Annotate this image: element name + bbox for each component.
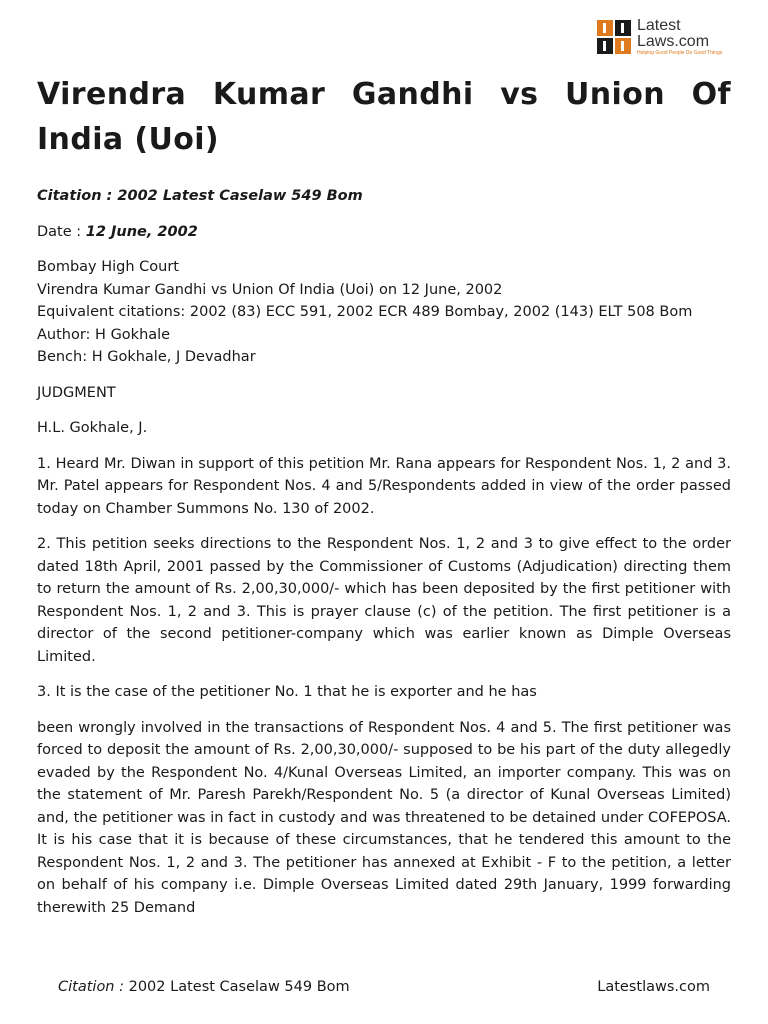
logo-tagline: Helping Good People Do Good Things: [637, 50, 723, 56]
paragraph-1: 1. Heard Mr. Diwan in support of this petition Mr. Rana appears for Respondent Nos. 1, 2 and 3. Mr. Patel appears for Respondent Nos. 4 and 5/Respondents added in view of the order passed today on Chamber Summons No. 130 of 2002.: [37, 455, 731, 517]
equivalent-citations: Equivalent citations: 2002 (83) ECC 591, 2002 ECR 489 Bombay, 2002 (143) ELT 508 Bom: [37, 304, 693, 320]
footer-citation-value: 2002 Latest Caselaw 549 Bom: [128, 979, 350, 995]
date-value: 12 June, 2002: [85, 223, 198, 240]
latestlaws-logo: [597, 18, 732, 58]
paragraph-3: 3. It is the case of the petitioner No. 1 that he is exporter and he has: [37, 684, 537, 700]
footer-site: Latestlaws.com: [597, 979, 710, 995]
bench-line: Bench: H Gokhale, J Devadhar: [37, 349, 256, 365]
logo-line2: Laws.com: [637, 33, 710, 50]
author-line: Author: H Gokhale: [37, 326, 171, 343]
logo-line1: Latest: [637, 17, 681, 34]
document-body: [37, 72, 731, 932]
date-line: [37, 221, 731, 244]
case-metadata: [37, 256, 731, 369]
paragraph-3-continued: been wrongly involved in the transactions of Respondent Nos. 4 and 5. The first petitioner was forced to deposit the amount of Rs. 2,00,30,000/- supposed to be his part of the duty allegedly evaded by the Respondent No. 4/Kunal Overseas Limited, an importer company. This was on the statement of Mr. Paresh Parekh/Respondent No. 5 (a director of Kunal Overseas Limited) and, the petitioner was in fact in custody and was threatened to be detained under COFEPOSA. It is his case that it is because of these circumstances, that he tendered this amount to the Respondent Nos. 1, 2 and 3. The petitioner has annexed at Exhibit - F to the petition, a letter on behalf of his company i.e. Dimple Overseas Limited dated 29th January, 1999 forwarding therewith 25 Demand: [37, 719, 731, 916]
citation: Citation : 2002 Latest Caselaw 549 Bom: [37, 188, 363, 204]
document-title: Virendra Kumar Gandhi vs Union Of India (Uoi): [37, 77, 731, 157]
court-name: Bombay High Court: [37, 259, 179, 275]
logo-wordmark: [637, 18, 722, 56]
paragraph-2: 2. This petition seeks directions to the Respondent Nos. 1, 2 and 3 to give effect to the order dated 18th April, 2001 passed by the Commissioner of Customs (Adjudication) directing them to return the amount of Rs. 2,00,30,000/- which has been deposited by the first petitioner with Respondent Nos. 1, 2 and 3. This is prayer clause (c) of the petition. The first petitioner is a director of the second petitioner-company which was earlier known as Dimple Overseas Limited.: [37, 536, 731, 665]
date-label: Date :: [37, 223, 86, 240]
footer-citation-label: Citation :: [58, 979, 129, 995]
judge-name: H.L. Gokhale, J.: [37, 420, 148, 436]
logo-mark-icon: [597, 20, 633, 56]
judgment-heading: JUDGMENT: [37, 384, 116, 401]
case-title-line: Virendra Kumar Gandhi vs Union Of India (Uoi) on 12 June, 2002: [37, 281, 503, 298]
footer-citation: [58, 976, 350, 998]
